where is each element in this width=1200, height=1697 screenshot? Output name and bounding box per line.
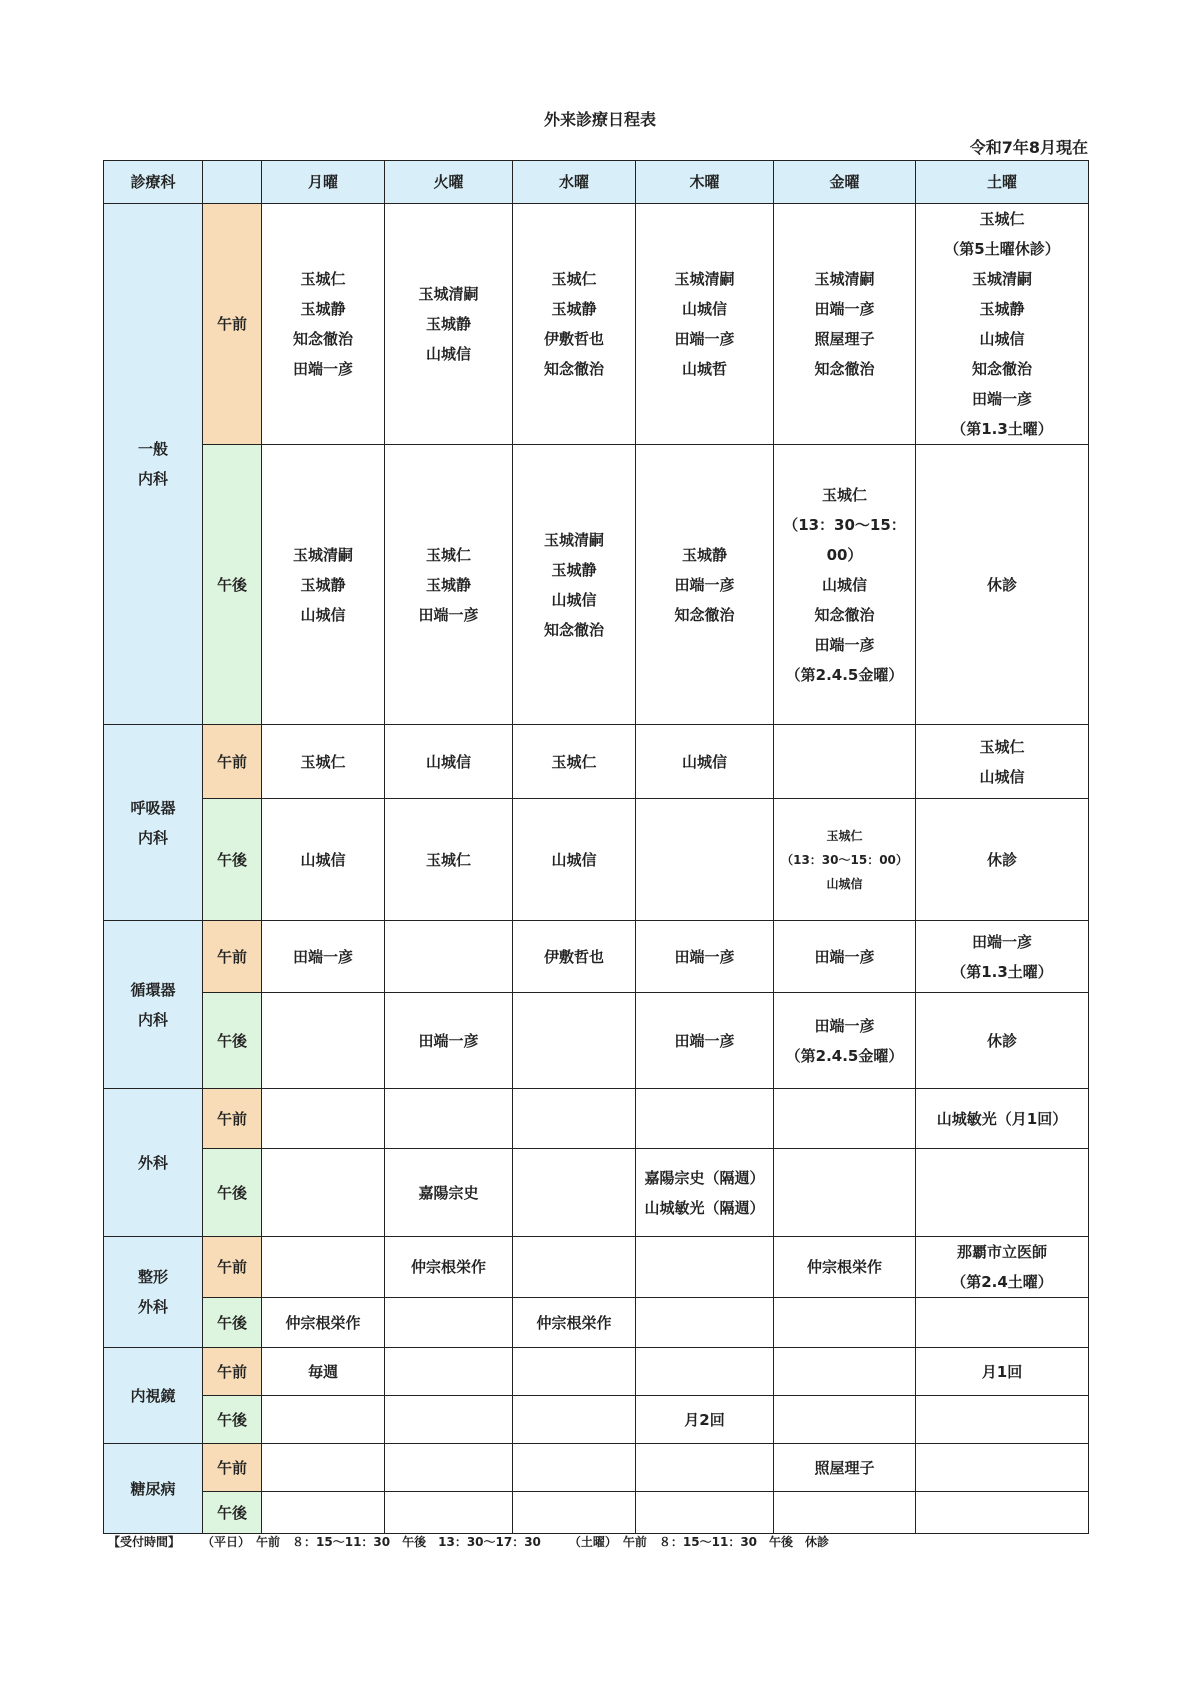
doctor-entry: 玉城静 <box>551 300 597 318</box>
schedule-cell <box>774 1237 916 1298</box>
doctor-entry: 仲宗根栄作 <box>410 1258 486 1276</box>
schedule-row <box>104 1149 1089 1237</box>
dept-name: 内視鏡 <box>130 1386 176 1405</box>
schedule-row <box>104 921 1089 993</box>
doctor-entry: 玉城清嗣 <box>971 270 1032 288</box>
doctor-entry: 玉城静 <box>681 545 727 564</box>
period-am: 午前 <box>203 921 262 993</box>
schedule-cell <box>774 725 916 799</box>
schedule-row <box>104 1298 1089 1348</box>
doctor-entry: （第1.3土曜） <box>951 962 1053 981</box>
schedule-cell <box>916 1444 1089 1492</box>
schedule-row <box>104 1237 1089 1298</box>
schedule-cell <box>916 1149 1089 1237</box>
doctor-entry: 山城敏光（月1回） <box>936 1109 1068 1128</box>
schedule-cell <box>513 204 636 445</box>
doctor-entry: 伊敷哲也 <box>543 330 604 348</box>
period-am: 午前 <box>203 1089 262 1149</box>
schedule-row <box>104 445 1089 725</box>
schedule-cell <box>916 1492 1089 1534</box>
doctor-entry: 仲宗根栄作 <box>806 1258 882 1276</box>
dept-cell <box>104 1237 203 1348</box>
schedule-cell <box>262 1492 385 1534</box>
schedule-cell <box>513 921 636 993</box>
doctor-entry: 伊敷哲也 <box>543 947 604 966</box>
header-period <box>203 161 262 204</box>
doctor-entry: 嘉陽宗史（隔週） <box>644 1168 765 1187</box>
doctor-entry: 知念徹治 <box>971 360 1032 378</box>
schedule-cell <box>385 1298 513 1348</box>
schedule-cell <box>513 445 636 725</box>
schedule-cell <box>636 204 774 445</box>
header-dept: 診療科 <box>104 161 203 204</box>
doctor-entry: 知念徹治 <box>543 360 604 378</box>
period-am: 午前 <box>203 1444 262 1492</box>
doctor-entry: 山城信 <box>425 345 471 363</box>
schedule-cell <box>385 445 513 725</box>
schedule-cell <box>916 799 1089 921</box>
doctor-entry: 知念徹治 <box>814 360 875 378</box>
doctor-entry: 山城信 <box>551 850 597 869</box>
dept-cell <box>104 1348 203 1444</box>
schedule-row <box>104 1444 1089 1492</box>
header-day-thu: 木曜 <box>636 161 774 204</box>
doctor-entry: 玉城仁 <box>551 270 597 288</box>
period-pm: 午後 <box>203 1396 262 1444</box>
doctor-entry: 玉城仁 <box>826 828 863 843</box>
doctor-entry: 嘉陽宗史 <box>418 1183 479 1202</box>
doctor-entry: 知念徹治 <box>814 605 875 624</box>
schedule-cell <box>513 1149 636 1237</box>
header-day-mon: 月曜 <box>262 161 385 204</box>
schedule-cell <box>513 1492 636 1534</box>
schedule-cell <box>916 204 1089 445</box>
schedule-cell <box>385 1396 513 1444</box>
schedule-cell <box>385 204 513 445</box>
doctor-entry: 玉城仁 <box>425 850 471 869</box>
schedule-cell <box>636 1492 774 1534</box>
doctor-entry: 玉城清嗣 <box>814 270 875 288</box>
schedule-cell <box>916 1396 1089 1444</box>
schedule-cell <box>636 725 774 799</box>
schedule-cell <box>262 1237 385 1298</box>
doctor-entry: 玉城清嗣 <box>674 270 735 288</box>
reception-hours-label: 【受付時間】 <box>108 1535 181 1549</box>
schedule-cell <box>513 1348 636 1396</box>
schedule-cell <box>385 725 513 799</box>
schedule-cell <box>385 993 513 1089</box>
doctor-entry: 田端一彦 <box>971 390 1032 408</box>
schedule-cell <box>262 1149 385 1237</box>
schedule-cell <box>774 1149 916 1237</box>
doctor-entry: 玉城仁 <box>300 270 346 288</box>
doctor-entry: 山城哲 <box>681 360 727 378</box>
period-pm: 午後 <box>203 445 262 725</box>
doctor-entry: （第2.4.5金曜） <box>785 1046 904 1065</box>
schedule-row <box>104 725 1089 799</box>
schedule-cell <box>636 1089 774 1149</box>
doctor-entry: 玉城仁 <box>300 752 346 771</box>
schedule-cell <box>513 1444 636 1492</box>
schedule-cell <box>513 1396 636 1444</box>
schedule-cell <box>636 1298 774 1348</box>
doctor-entry: 那覇市立医師 <box>956 1243 1047 1261</box>
schedule-cell <box>385 921 513 993</box>
doctor-entry: 田端一彦 <box>418 1031 479 1050</box>
header-day-wed: 水曜 <box>513 161 636 204</box>
doctor-entry: （13：30～15：00） <box>781 852 908 867</box>
schedule-cell <box>916 725 1089 799</box>
schedule-cell <box>262 921 385 993</box>
schedule-cell <box>262 1298 385 1348</box>
period-am: 午前 <box>203 725 262 799</box>
schedule-cell <box>774 1089 916 1149</box>
schedule-cell <box>636 799 774 921</box>
schedule-cell <box>774 204 916 445</box>
schedule-cell <box>513 1298 636 1348</box>
dept-name: 整形 <box>137 1268 168 1286</box>
doctor-entry: 玉城仁 <box>821 485 867 504</box>
doctor-entry: 田端一彦 <box>674 947 735 966</box>
dept-name: 循環器 <box>130 980 176 999</box>
schedule-cell <box>774 921 916 993</box>
reception-hours-saturday: （土曜） 午前 ８：15～11：30 午後 休診 <box>568 1535 830 1549</box>
schedule-row <box>104 1089 1089 1149</box>
schedule-cell <box>774 1298 916 1348</box>
doctor-entry: 知念徹治 <box>292 330 353 348</box>
doctor-entry: 田端一彦 <box>292 947 353 966</box>
doctor-entry: 玉城仁 <box>551 752 597 771</box>
doctor-entry: 知念徹治 <box>674 605 735 624</box>
schedule-cell <box>513 1089 636 1149</box>
schedule-row <box>104 204 1089 445</box>
doctor-entry: 休診 <box>986 850 1017 869</box>
doctor-entry: 田端一彦 <box>814 635 875 654</box>
dept-name: 内科 <box>137 1010 168 1029</box>
dept-cell <box>104 1089 203 1237</box>
doctor-entry: 玉城清嗣 <box>543 530 604 549</box>
schedule-cell <box>916 1089 1089 1149</box>
dept-name: 内科 <box>137 470 168 488</box>
schedule-table <box>103 160 1089 1534</box>
doctor-entry: 毎週 <box>307 1362 338 1381</box>
doctor-entry: 玉城静 <box>300 575 346 594</box>
schedule-cell <box>636 1348 774 1396</box>
schedule-cell <box>513 799 636 921</box>
schedule-row <box>104 1492 1089 1534</box>
doctor-entry: （13：30～15： <box>783 515 906 534</box>
doctor-entry: 田端一彦 <box>418 605 479 624</box>
doctor-entry: 玉城仁 <box>979 737 1025 756</box>
schedule-cell <box>636 1444 774 1492</box>
schedule-cell <box>385 1149 513 1237</box>
schedule-cell <box>262 725 385 799</box>
schedule-cell <box>774 1444 916 1492</box>
schedule-cell <box>636 993 774 1089</box>
schedule-row <box>104 799 1089 921</box>
header-day-sat: 土曜 <box>916 161 1089 204</box>
doctor-entry: 山城信 <box>300 850 346 869</box>
doctor-entry: （第5土曜休診） <box>944 240 1060 258</box>
schedule-cell <box>262 1348 385 1396</box>
doctor-entry: 田端一彦 <box>814 300 875 318</box>
schedule-cell <box>916 1237 1089 1298</box>
schedule-cell <box>774 1396 916 1444</box>
header-day-fri: 金曜 <box>774 161 916 204</box>
reception-hours-weekday: （平日） 午前 ８：15～11：30 午後 13：30～17：30 <box>208 1535 541 1549</box>
doctor-entry: 仲宗根栄作 <box>285 1313 361 1332</box>
schedule-cell <box>636 1149 774 1237</box>
header-day-tue: 火曜 <box>385 161 513 204</box>
doctor-entry: 田端一彦 <box>292 360 353 378</box>
dept-cell <box>104 725 203 921</box>
doctor-entry: （第2.4.5金曜） <box>785 665 904 684</box>
doctor-entry: 田端一彦 <box>674 575 735 594</box>
doctor-entry: 月1回 <box>981 1362 1023 1381</box>
schedule-row <box>104 993 1089 1089</box>
dept-name: 外科 <box>137 1298 168 1316</box>
doctor-entry: 田端一彦 <box>674 1031 735 1050</box>
schedule-cell <box>262 445 385 725</box>
doctor-entry: （第2.4土曜） <box>951 1273 1053 1291</box>
doctor-entry: 玉城静 <box>551 560 597 579</box>
doctor-entry: 山城信 <box>979 330 1025 348</box>
schedule-row <box>104 1348 1089 1396</box>
schedule-cell <box>262 204 385 445</box>
schedule-cell <box>385 1089 513 1149</box>
doctor-entry: 山城敏光（隔週） <box>644 1198 765 1217</box>
schedule-cell <box>774 1492 916 1534</box>
schedule-cell <box>636 1396 774 1444</box>
doctor-entry: 月2回 <box>684 1410 725 1429</box>
period-am: 午前 <box>203 1348 262 1396</box>
schedule-cell <box>916 445 1089 725</box>
schedule-cell <box>916 1348 1089 1396</box>
period-pm: 午後 <box>203 993 262 1089</box>
dept-cell <box>104 1444 203 1534</box>
schedule-cell <box>262 1444 385 1492</box>
header-row <box>104 161 1089 204</box>
dept-name: 一般 <box>137 440 168 458</box>
schedule-cell <box>385 1348 513 1396</box>
dept-name: 呼吸器 <box>130 798 176 817</box>
doctor-entry: 玉城仁 <box>425 545 471 564</box>
schedule-cell <box>513 1237 636 1298</box>
doctor-entry: 山城信 <box>821 575 867 594</box>
doctor-entry: 山城信 <box>826 876 863 891</box>
schedule-cell <box>262 993 385 1089</box>
doctor-entry: 玉城静 <box>979 300 1025 318</box>
schedule-cell <box>916 921 1089 993</box>
doctor-entry: （第1.3土曜） <box>951 420 1053 438</box>
doctor-entry: 田端一彦 <box>674 330 735 348</box>
schedule-cell <box>385 1237 513 1298</box>
dept-cell <box>104 921 203 1089</box>
doctor-entry: 照屋理子 <box>814 1458 875 1477</box>
doctor-entry: 田端一彦 <box>814 1016 875 1035</box>
schedule-cell <box>513 725 636 799</box>
schedule-cell <box>513 993 636 1089</box>
doctor-entry: 山城信 <box>681 752 727 771</box>
doctor-entry: 玉城静 <box>300 300 346 318</box>
reception-hours <box>108 1533 857 1550</box>
schedule-cell <box>774 445 916 725</box>
period-pm: 午後 <box>203 1298 262 1348</box>
doctor-entry: 玉城静 <box>425 575 471 594</box>
schedule-cell <box>916 1298 1089 1348</box>
schedule-cell <box>916 993 1089 1089</box>
schedule-row <box>104 1396 1089 1444</box>
doctor-entry: 00） <box>826 545 863 564</box>
dept-name: 糖尿病 <box>130 1479 176 1498</box>
period-pm: 午後 <box>203 799 262 921</box>
doctor-entry: 休診 <box>986 1031 1017 1050</box>
dept-name: 内科 <box>137 828 168 847</box>
period-am: 午前 <box>203 1237 262 1298</box>
doctor-entry: 山城信 <box>979 767 1025 786</box>
doctor-entry: 仲宗根栄作 <box>536 1313 612 1332</box>
doctor-entry: 田端一彦 <box>814 947 875 966</box>
doctor-entry: 山城信 <box>551 590 597 609</box>
schedule-cell <box>262 1089 385 1149</box>
doctor-entry: 玉城静 <box>425 315 471 333</box>
doctor-entry: 玉城清嗣 <box>418 285 479 303</box>
doctor-entry: 山城信 <box>425 752 471 771</box>
doctor-entry: 山城信 <box>300 605 346 624</box>
schedule-cell <box>385 1444 513 1492</box>
schedule-cell <box>262 799 385 921</box>
doctor-entry: 休診 <box>986 575 1017 594</box>
dept-name: 外科 <box>137 1153 168 1172</box>
doctor-entry: 照屋理子 <box>814 330 875 348</box>
schedule-cell <box>636 921 774 993</box>
doctor-entry: 玉城清嗣 <box>292 545 353 564</box>
period-am: 午前 <box>203 204 262 445</box>
doctor-entry: 知念徹治 <box>543 620 604 639</box>
schedule-cell <box>385 1492 513 1534</box>
doctor-entry: 玉城仁 <box>979 210 1025 228</box>
period-pm: 午後 <box>203 1492 262 1534</box>
schedule-cell <box>385 799 513 921</box>
period-pm: 午後 <box>203 1149 262 1237</box>
as-of-date: 令和7年8月現在 <box>969 138 1088 157</box>
schedule-cell <box>262 1396 385 1444</box>
page-title: 外来診療日程表 <box>543 110 656 129</box>
schedule-cell <box>774 1348 916 1396</box>
schedule-cell <box>774 799 916 921</box>
doctor-entry: 田端一彦 <box>971 932 1032 951</box>
doctor-entry: 山城信 <box>681 300 727 318</box>
dept-cell <box>104 204 203 725</box>
schedule-cell <box>774 993 916 1089</box>
schedule-cell <box>636 445 774 725</box>
schedule-cell <box>636 1237 774 1298</box>
